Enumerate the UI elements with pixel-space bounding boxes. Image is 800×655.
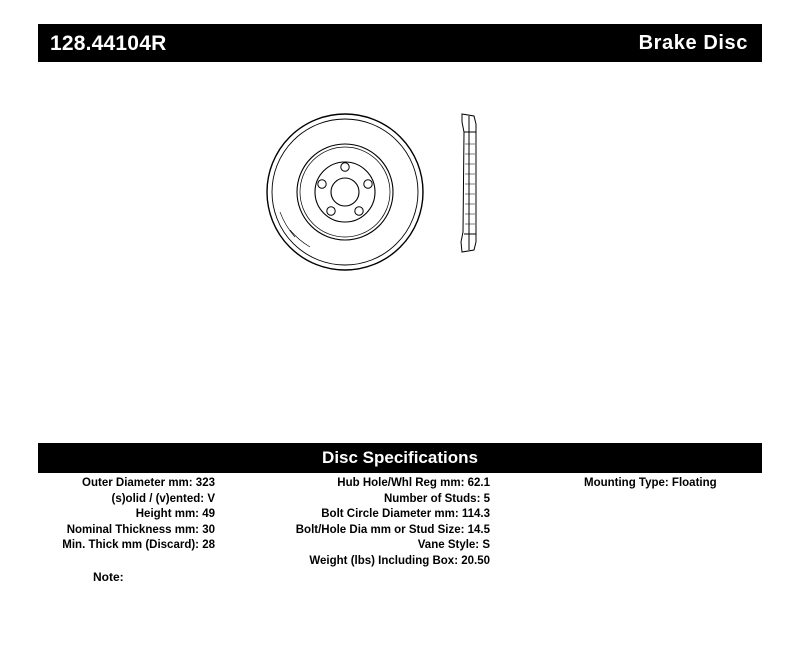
brake-rotor-face-icon [267,114,423,270]
spec-area [20,476,780,586]
spec-item: Nominal Thickness mm: 30 [66,523,215,536]
part-number: 128.44104R [50,31,167,55]
spec-item: (s)olid / (v)ented: V [111,492,215,505]
spec-section-bar [38,443,762,473]
note-label: Note: [93,570,124,584]
spec-item: Outer Diameter mm: 323 [82,477,215,489]
spec-section-title: Disc Specifications [322,448,478,467]
spec-column-middle [230,476,490,570]
spec-item: Weight (lbs) Including Box: 20.50 [309,554,490,567]
spec-item: Min. Thick mm (Discard): 28 [62,539,215,552]
spec-item: Number of Studs: 5 [383,492,490,505]
spec-column-right [510,476,790,492]
header-bar [38,24,762,62]
spec-item: Height mm: 49 [135,508,215,521]
spec-item: Mounting Type: Floating [584,477,717,489]
spec-item: Bolt Circle Diameter mm: 114.3 [321,508,490,521]
spec-item: Hub Hole/Whl Reg mm: 62.1 [337,477,490,489]
product-type: Brake Disc [638,32,748,54]
spec-item: Bolt/Hole Dia mm or Stud Size: 14.5 [295,523,490,536]
spec-column-left [20,476,215,554]
product-illustration [250,92,550,292]
brake-rotor-edge-icon [461,114,476,252]
spec-item: Vane Style: S [417,539,490,552]
